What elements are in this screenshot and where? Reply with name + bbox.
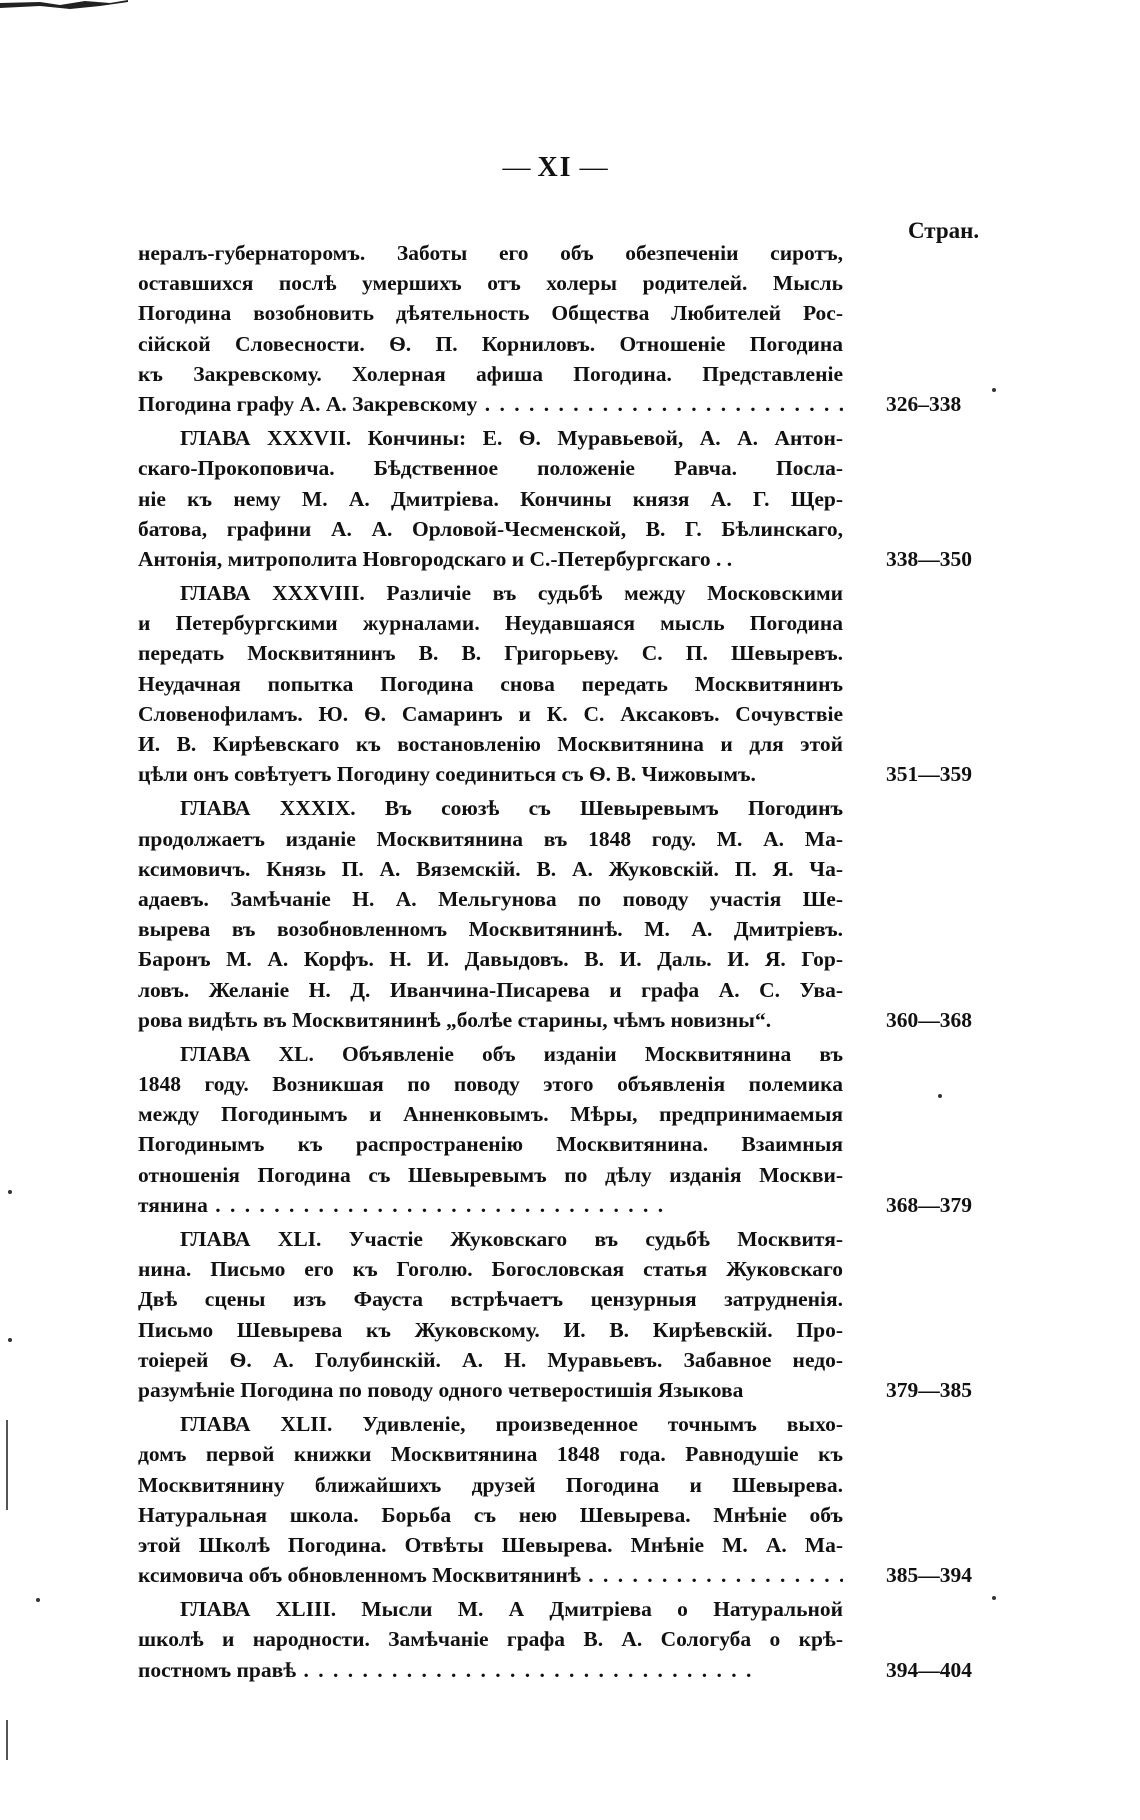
toc-entry-line: ГЛАВА XLII. Удивленіе, произведенное точнымъ выхо- — [180, 1412, 843, 1437]
toc-entry — [138, 1594, 972, 1685]
toc-entry-pages: 385—394 — [886, 1563, 972, 1588]
toc-entry-line: тоіерей Ѳ. А. Голубинскій. А. Н. Муравьевъ. Забавное недо- — [138, 1347, 843, 1372]
toc-entry-line: И. В. Кирѣевскаго къ востановленію Москвитянина и для этой — [138, 732, 843, 756]
toc-entry-line: 1848 году. Возникшая по поводу этого объявленія полемика — [138, 1072, 843, 1097]
toc-entry-pages: 326–338 — [886, 392, 962, 416]
toc-entry-line: тянина . . . — [138, 1190, 843, 1220]
toc-entry-pages: 351—359 — [886, 762, 972, 787]
scan-edge-line — [6, 1420, 8, 1510]
toc-entry-line: ловъ. Желаніе Н. Д. Иванчина-Писарева и графа А. С. Ува- — [138, 977, 843, 1002]
toc-entry-line: ГЛАВА XXXVIII. Различіе въ судьбѣ между Московскими — [180, 581, 843, 606]
toc-entry — [138, 1224, 972, 1405]
toc-entry-line: оставшихся послѣ умершихъ отъ холеры родителей. Мысль — [138, 271, 843, 296]
toc-entry-line: Баронъ М. А. Корфъ. Н. И. Давыдовъ. В. И. Даль. И. Я. Гор- — [138, 947, 843, 972]
scan-edge-line — [6, 1720, 8, 1760]
toc-entry-line: Натуральная школа. Борьба съ нею Шевырева. Мнѣніе объ — [138, 1502, 843, 1527]
toc-entry-line: ГЛАВА XL. Объявленіе объ изданіи Москвитянина въ — [180, 1041, 843, 1066]
toc-entry-line: и Петербургскими журналами. Неудавшаяся мысль Погодина — [138, 611, 843, 636]
toc-entry-line: Погодина возобновить дѣятельность Общества Любителей Рос- — [138, 301, 843, 326]
toc-entry-line: постномъ правѣ . . . — [138, 1655, 843, 1685]
toc-entry-line: Письмо Шевырева къ Жуковскому. И. В. Кирѣевскій. Про- — [138, 1317, 843, 1342]
toc-entry-line: школѣ и народности. Замѣчаніе графа В. А. Сологуба о крѣ- — [138, 1627, 843, 1652]
toc-entry-line: цѣли онъ совѣтуетъ Погодину соединиться съ Ѳ. В. Чижовымъ. — [138, 762, 756, 787]
toc-entry — [138, 1039, 972, 1220]
toc-entry-line: рова видѣть въ Москвитянинѣ „болѣе старины, чѣмъ новизны“. — [138, 1007, 772, 1032]
pages-column-header: Стран. — [908, 218, 980, 243]
toc-entry — [138, 238, 962, 419]
toc-entry-line: адаевъ. Замѣчаніе Н. А. Мельгунова по поводу участія Ше- — [138, 886, 843, 911]
toc-entry-pages: 394—404 — [886, 1657, 972, 1682]
toc-entry — [138, 1409, 972, 1590]
toc-entry-pages: 368—379 — [886, 1192, 972, 1217]
toc-entry — [138, 793, 972, 1035]
page-number: — XI — — [502, 152, 608, 183]
toc-entry-line: Антонія, митрополита Новгородскаго и С.-Петербургскаго . . — [138, 546, 733, 571]
toc-entry-line: ГЛАВА XXXVII. Кончины: Е. Ѳ. Муравьевой, А. А. Антон- — [180, 426, 843, 451]
table-of-contents — [138, 238, 1138, 1685]
toc-entry-line: отношенія Погодина съ Шевыревымъ по дѣлу изданія Москви- — [138, 1162, 843, 1187]
scan-speck — [8, 1190, 12, 1194]
toc-entry-pages: 338—350 — [886, 546, 972, 571]
toc-entry-line: вырева въ возобновленномъ Москвитянинѣ. М. А. Дмитріевъ. — [138, 917, 843, 942]
toc-entry-line: нина. Письмо его къ Гоголю. Богословская статья Жуковскаго — [138, 1257, 843, 1282]
toc-entry-line: скаго-Прокоповича. Бѣдственное положеніе Равча. Посла- — [138, 456, 843, 481]
toc-entry-pages: 360—368 — [886, 1007, 972, 1032]
toc-entry-line: между Погодинымъ и Анненковымъ. Мѣры, предпринимаемыя — [138, 1102, 843, 1127]
toc-entry-line: ксимовича объ обновленномъ Москвитянинѣ . . . — [138, 1560, 843, 1590]
toc-entry-line: Неудачная попытка Погодина снова передать Москвитянинъ — [138, 671, 843, 696]
toc-entry-line: продолжаетъ изданіе Москвитянина въ 1848 году. М. А. Ма- — [138, 826, 843, 851]
toc-entry-line: ГЛАВА XLIII. Мысли М. А Дмитріева о Натуральной — [180, 1597, 843, 1622]
toc-entry-line: ГЛАВА XXXIX. Въ союзѣ съ Шевыревымъ Погодинъ — [180, 796, 843, 821]
toc-entry-line: Москвитянину ближайшихъ друзей Погодина и Шевырева. — [138, 1472, 843, 1497]
toc-entry-line: Словенофиламъ. Ю. Ѳ. Самаринъ и К. С. Аксаковъ. Сочувствіе — [138, 701, 843, 726]
toc-entry-line: Двѣ сцены изъ Фауста встрѣчаетъ цензурныя затрудненія. — [138, 1287, 843, 1312]
toc-entry — [138, 578, 972, 789]
toc-entry-line: батова, графини А. А. Орловой-Чесменской, В. Г. Бѣлинскаго, — [138, 516, 843, 541]
toc-entry-line: Погодинымъ къ распространенію Москвитянина. Взаимныя — [138, 1132, 843, 1157]
toc-entry-line: домъ первой книжки Москвитянина 1848 года. Равнодушіе къ — [138, 1442, 843, 1467]
toc-entry-line: ксимовичъ. Князь П. А. Вяземскій. В. А. Жуковскій. П. Я. Ча- — [138, 856, 843, 881]
toc-entry-line: Погодина графу А. А. Закревскому . . . — [138, 389, 843, 419]
scan-speck — [36, 1598, 40, 1602]
toc-entry-pages: 379—385 — [886, 1378, 972, 1402]
scan-speck — [8, 1338, 12, 1342]
toc-entry-line: ніе къ нему М. А. Дмитріева. Кончины князя А. Г. Щер- — [138, 486, 843, 511]
toc-entry-line: этой Школѣ Погодина. Отвѣты Шевырева. Мнѣніе М. А. Ма- — [138, 1532, 843, 1557]
toc-entry — [138, 423, 972, 574]
toc-entry-line: сійской Словесности. Ѳ. П. Корниловъ. Отношеніе Погодина — [138, 331, 843, 356]
toc-entry-line: разумѣніе Погодина по поводу одного четверостишія Языкова — [138, 1377, 744, 1402]
toc-entry-line: къ Закревскому. Холерная афиша Погодина. Представленіе — [138, 361, 843, 386]
toc-entry-line: нералъ-губернаторомъ. Заботы его объ обезпеченіи сиротъ, — [138, 241, 843, 265]
toc-entry-line: ГЛАВА XLI. Участіе Жуковскаго въ судьбѣ Москвитя- — [180, 1227, 843, 1251]
scan-edge-mark — [0, 0, 130, 14]
toc-entry-line: передать Москвитянинъ В. В. Григорьеву. С. П. Шевыревъ. — [138, 641, 843, 666]
